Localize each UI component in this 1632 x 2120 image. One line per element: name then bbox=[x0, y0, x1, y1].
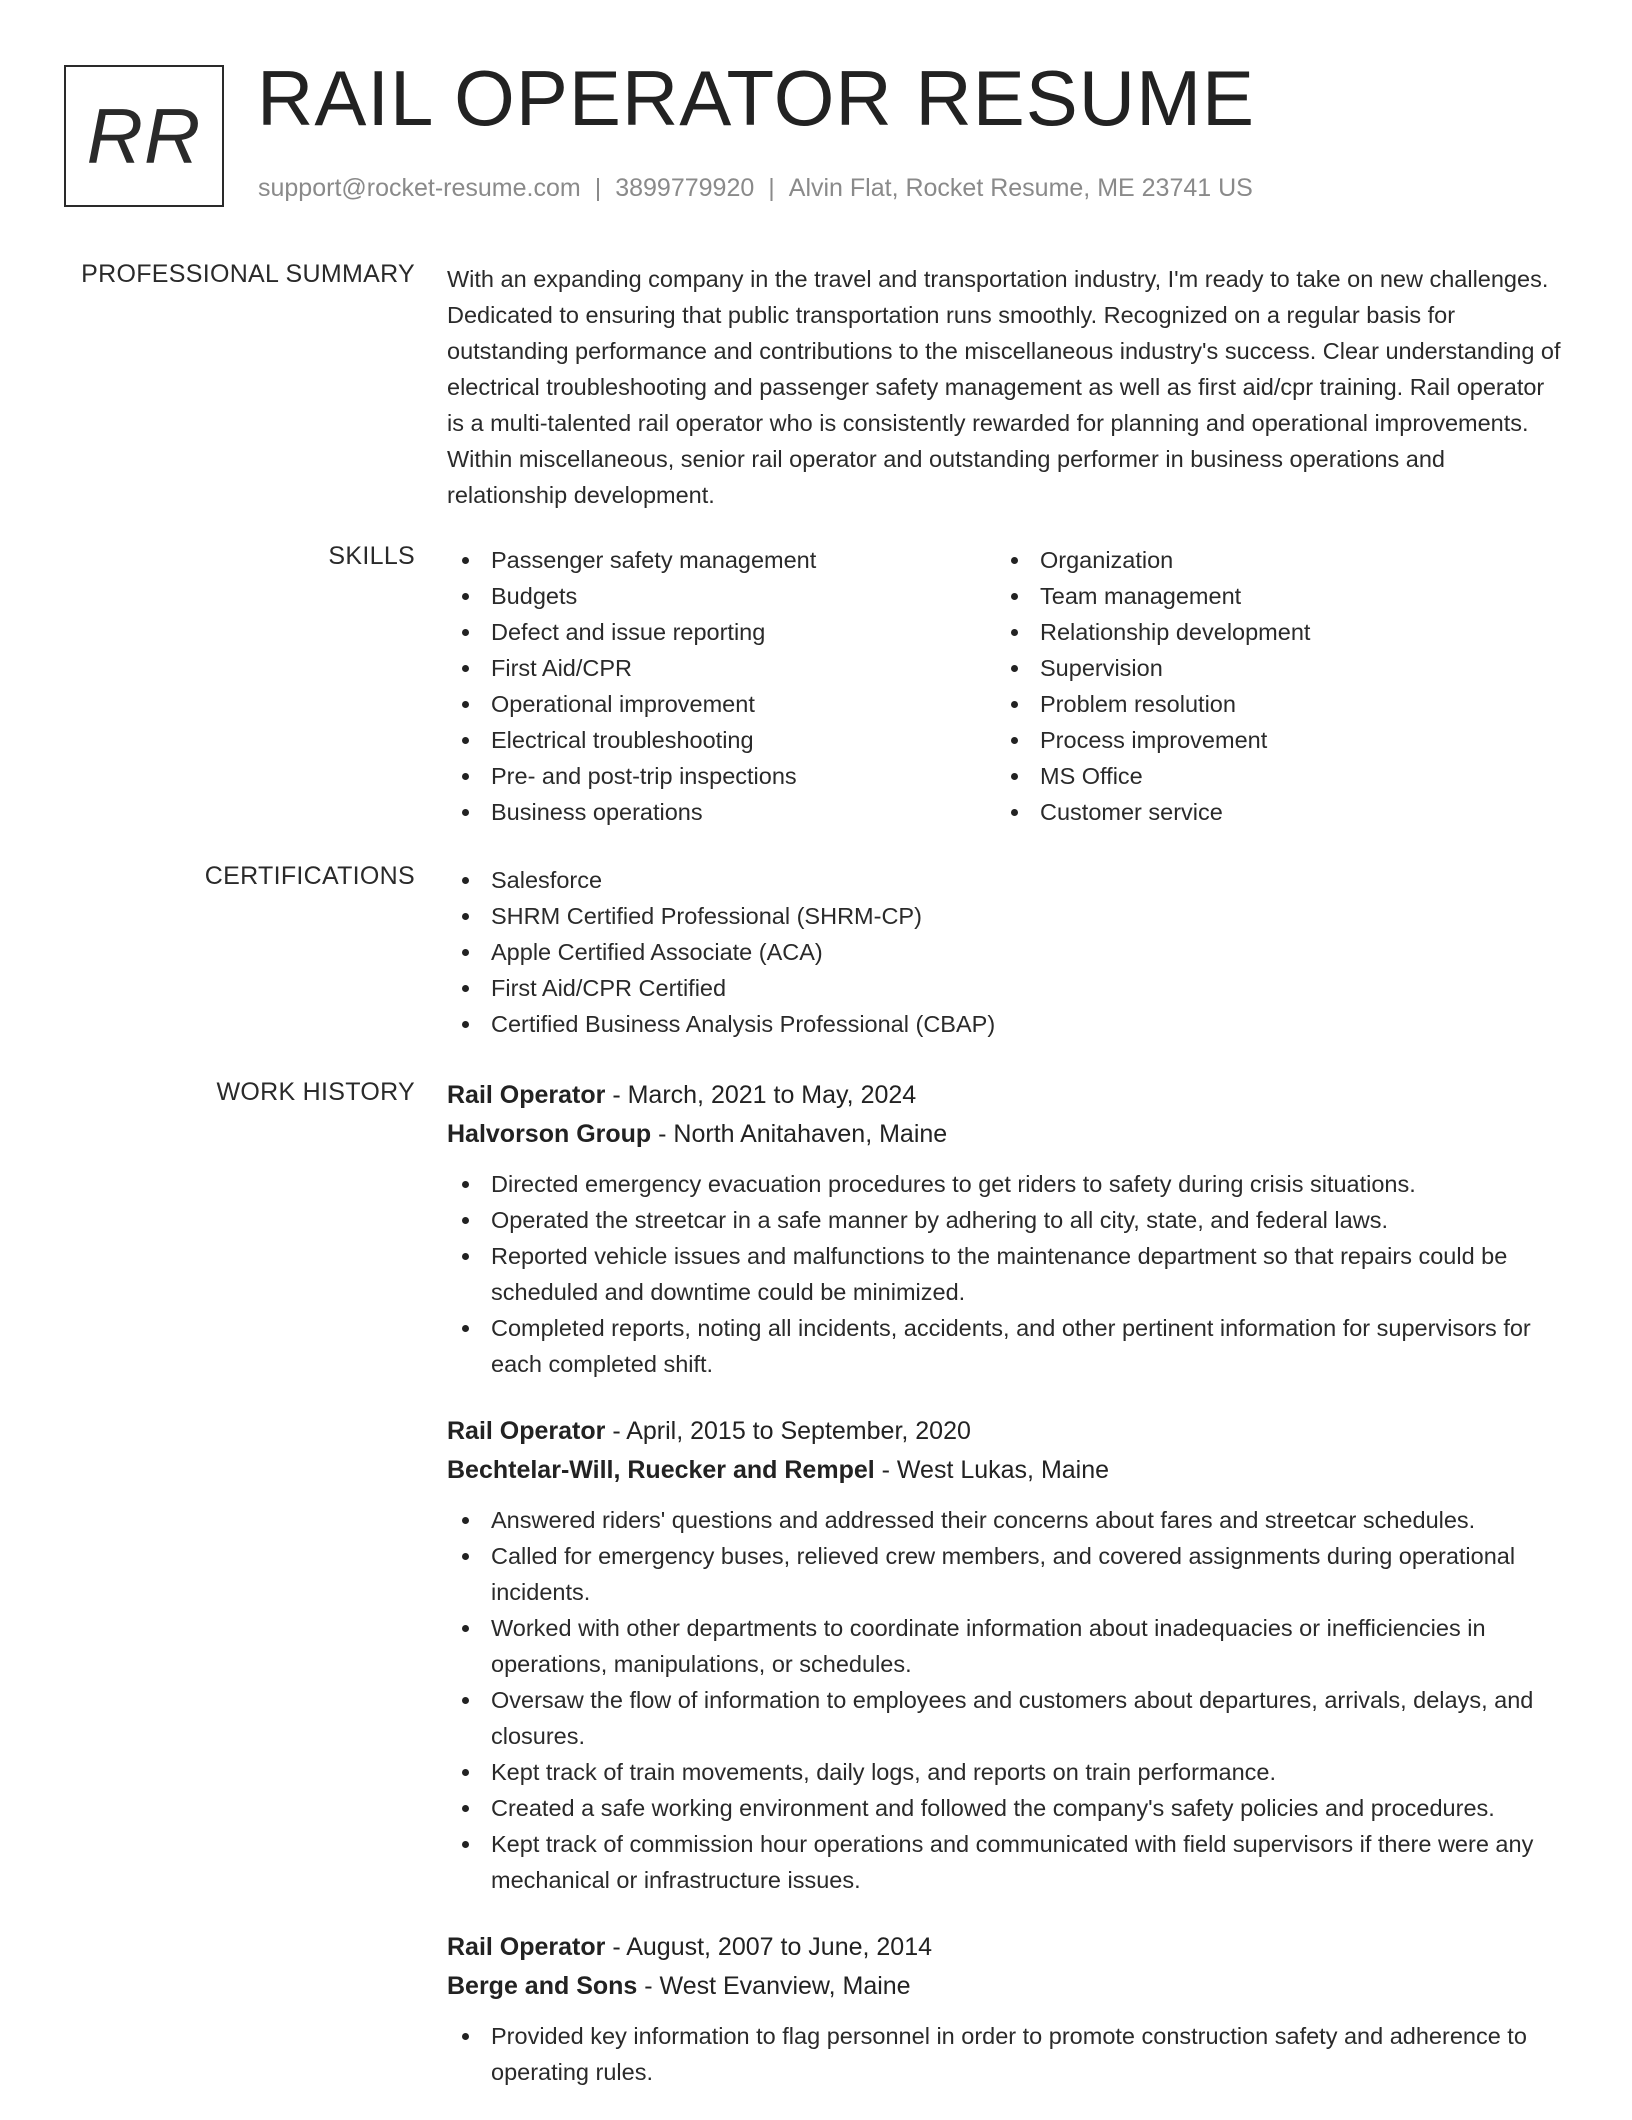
job-location: - North Anitahaven, Maine bbox=[651, 1120, 948, 1148]
skill-item: Process improvement bbox=[996, 722, 1545, 758]
job-duty: Provided key information to flag personnel in order to promote construction safety and adherence to operating rules. bbox=[447, 2018, 1565, 2090]
contact-address: Alvin Flat, Rocket Resume, ME 23741 US bbox=[788, 174, 1253, 202]
job-duty: Answered riders' questions and addressed their concerns about fares and streetcar schedules. bbox=[447, 1502, 1565, 1538]
job-duty: Operated the streetcar in a safe manner by adhering to all city, state, and federal laws. bbox=[447, 1202, 1565, 1238]
skill-item: Electrical troubleshooting bbox=[447, 722, 996, 758]
contact-phone[interactable]: 3899779920 bbox=[615, 174, 755, 202]
job-company: Berge and Sons bbox=[447, 1972, 638, 2000]
skill-item: Passenger safety management bbox=[447, 542, 996, 578]
skill-item: Organization bbox=[996, 542, 1545, 578]
job-company: Halvorson Group bbox=[447, 1120, 652, 1148]
job-dates: - March, 2021 to May, 2024 bbox=[605, 1081, 917, 1109]
certification-item: Certified Business Analysis Professional (CBAP) bbox=[447, 1006, 1565, 1042]
job-dates: - August, 2007 to June, 2014 bbox=[605, 1933, 933, 1961]
certifications-label: CERTIFICATIONS bbox=[204, 862, 415, 890]
skills-list-left bbox=[447, 542, 996, 830]
job-title-line bbox=[447, 1928, 1565, 1967]
work-history-body bbox=[447, 1076, 1565, 2120]
job-dates: - April, 2015 to September, 2020 bbox=[605, 1417, 971, 1445]
resume-title: RAIL OPERATOR RESUME bbox=[257, 54, 1256, 142]
skill-item: Defect and issue reporting bbox=[447, 614, 996, 650]
skills-label: SKILLS bbox=[328, 542, 415, 570]
skill-item: Relationship development bbox=[996, 614, 1545, 650]
job-title: Rail Operator bbox=[447, 1933, 606, 1961]
skills-list-right bbox=[996, 542, 1545, 830]
job-duties-list bbox=[447, 2018, 1565, 2090]
job-title-line bbox=[447, 1076, 1565, 1115]
skill-item: Team management bbox=[996, 578, 1545, 614]
certification-item: SHRM Certified Professional (SHRM-CP) bbox=[447, 898, 1565, 934]
certification-item: Salesforce bbox=[447, 862, 1565, 898]
job-location: - West Evanview, Maine bbox=[637, 1972, 911, 2000]
summary-text: With an expanding company in the travel and transportation industry, I'm ready to take on new challenges. Dedicated to ensuring that public transportation runs smoothly. Recognized on a regular basis for outstanding performance and contributions to the miscellaneous industry's success. Clear understanding of electrical troubleshooting and passenger safety management as well as first aid/cpr training. Rail operator is a multi-talented rail operator who is consistently rewarded for planning and operational improvements. Within miscellaneous, senior rail operator and outstanding performer in business operations and relationship development. bbox=[447, 266, 1561, 508]
job-title-line bbox=[447, 1412, 1565, 1451]
job-entry bbox=[447, 1412, 1565, 1898]
certifications-list bbox=[447, 862, 1565, 1042]
skill-item: Operational improvement bbox=[447, 686, 996, 722]
job-company: Bechtelar-Will, Ruecker and Rempel bbox=[447, 1456, 875, 1484]
job-title: Rail Operator bbox=[447, 1081, 606, 1109]
skill-item: Budgets bbox=[447, 578, 996, 614]
job-duty: Completed reports, noting all incidents, accidents, and other pertinent information for supervisors for each completed shift. bbox=[447, 1310, 1565, 1382]
job-duty: Created a safe working environment and followed the company's safety policies and procedures. bbox=[447, 1790, 1565, 1826]
skill-item: Pre- and post-trip inspections bbox=[447, 758, 996, 794]
certification-item: First Aid/CPR Certified bbox=[447, 970, 1565, 1006]
summary-body bbox=[447, 261, 1565, 513]
job-duty: Kept track of commission hour operations and communicated with field supervisors if there were any mechanical or infrastructure issues. bbox=[447, 1826, 1565, 1898]
certifications-body bbox=[447, 862, 1565, 1042]
job-company-line bbox=[447, 1967, 1565, 2006]
job-duty: Directed emergency evacuation procedures to get riders to safety during crisis situations. bbox=[447, 1166, 1565, 1202]
job-company-line bbox=[447, 1115, 1565, 1154]
skill-item: Business operations bbox=[447, 794, 996, 830]
job-duties-list bbox=[447, 1166, 1565, 1382]
skill-item: Customer service bbox=[996, 794, 1545, 830]
job-duty: Called for emergency buses, relieved crew members, and covered assignments during operational incidents. bbox=[447, 1538, 1565, 1610]
certification-item: Apple Certified Associate (ACA) bbox=[447, 934, 1565, 970]
job-duty: Oversaw the flow of information to employees and customers about departures, arrivals, delays, and closures. bbox=[447, 1682, 1565, 1754]
contact-email[interactable]: support@rocket-resume.com bbox=[258, 174, 581, 202]
skill-item: Problem resolution bbox=[996, 686, 1545, 722]
job-duties-list bbox=[447, 1502, 1565, 1898]
skills-body bbox=[447, 542, 1565, 830]
job-duty: Kept track of train movements, daily logs, and reports on train performance. bbox=[447, 1754, 1565, 1790]
contact-separator: | bbox=[768, 174, 775, 202]
monogram-logo: RR bbox=[64, 65, 224, 207]
skill-item: First Aid/CPR bbox=[447, 650, 996, 686]
job-duty: Worked with other departments to coordinate information about inadequacies or inefficiencies in operations, manipulations, or schedules. bbox=[447, 1610, 1565, 1682]
job-location: - West Lukas, Maine bbox=[874, 1456, 1110, 1484]
job-company-line bbox=[447, 1451, 1565, 1490]
job-duty: Reported vehicle issues and malfunctions to the maintenance department so that repairs could be scheduled and downtime could be minimized. bbox=[447, 1238, 1565, 1310]
skill-item: MS Office bbox=[996, 758, 1545, 794]
job-entry bbox=[447, 1928, 1565, 2090]
work-history-label: WORK HISTORY bbox=[216, 1078, 415, 1106]
contact-line bbox=[258, 174, 1253, 203]
summary-label: PROFESSIONAL SUMMARY bbox=[81, 260, 415, 288]
job-title: Rail Operator bbox=[447, 1417, 606, 1445]
contact-separator: | bbox=[594, 174, 602, 202]
skill-item: Supervision bbox=[996, 650, 1545, 686]
job-entry bbox=[447, 1076, 1565, 1382]
